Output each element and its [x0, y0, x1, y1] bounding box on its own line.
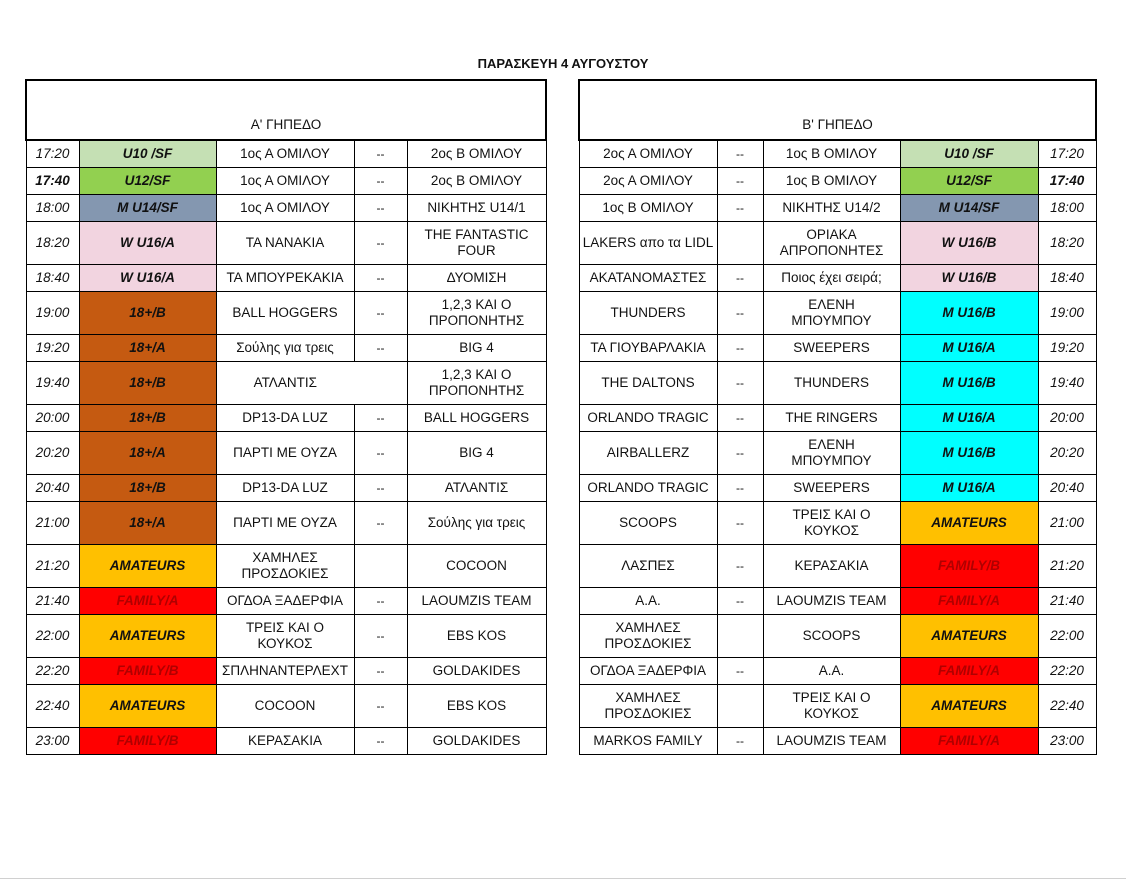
category-cell-b: AMATEURS [900, 502, 1038, 545]
schedule-row [26, 362, 1096, 405]
vs-cell-a: -- [354, 615, 407, 658]
vs-cell-a: -- [354, 405, 407, 432]
vs-cell-a: -- [354, 335, 407, 362]
category-cell-a: M U14/SF [79, 195, 216, 222]
team-b-home: ΧΑΜΗΛΕΣ ΠΡΟΣΔΟΚΙΕΣ [579, 685, 717, 728]
category-cell-a: 18+/A [79, 432, 216, 475]
category-cell-b: FAMILY/B [900, 545, 1038, 588]
vs-cell-b: -- [717, 292, 763, 335]
schedule-row [26, 195, 1096, 222]
team-b-away: Α.Α. [763, 658, 900, 685]
team-b-away: ΚΕΡΑΣΑΚΙΑ [763, 545, 900, 588]
column-gap [546, 502, 579, 545]
time-cell-b: 19:00 [1038, 292, 1096, 335]
column-gap [546, 265, 579, 292]
team-b-away: Ποιος έχει σειρά; [763, 265, 900, 292]
team-a-home: ΤΡΕΙΣ ΚΑΙ Ο ΚΟΥΚΟΣ [216, 615, 354, 658]
time-cell-a: 19:00 [26, 292, 79, 335]
time-cell-b: 19:20 [1038, 335, 1096, 362]
time-cell-a: 21:40 [26, 588, 79, 615]
category-cell-b: U10 /SF [900, 140, 1038, 168]
category-cell-a: AMATEURS [79, 545, 216, 588]
category-cell-a: AMATEURS [79, 685, 216, 728]
column-gap [546, 545, 579, 588]
category-cell-b: W U16/B [900, 265, 1038, 292]
team-b-away: SWEEPERS [763, 475, 900, 502]
time-cell-b: 18:00 [1038, 195, 1096, 222]
vs-cell-b: -- [717, 140, 763, 168]
team-b-home: LAKERS απο τα LIDL [579, 222, 717, 265]
time-cell-b: 23:00 [1038, 728, 1096, 755]
category-cell-b: M U16/A [900, 335, 1038, 362]
category-cell-b: FAMILY/A [900, 728, 1038, 755]
vs-cell-a [354, 362, 407, 405]
vs-cell-b [717, 615, 763, 658]
team-a-away: 1,2,3 ΚΑΙ Ο ΠΡΟΠΟΝΗΤΗΣ [407, 292, 546, 335]
column-gap [546, 362, 579, 405]
team-a-home: 1ος Α ΟΜΙΛΟΥ [216, 168, 354, 195]
category-cell-b: FAMILY/A [900, 658, 1038, 685]
team-b-away: ΕΛΕΝΗ ΜΠΟΥΜΠΟΥ [763, 432, 900, 475]
time-cell-b: 20:40 [1038, 475, 1096, 502]
vs-cell-b: -- [717, 475, 763, 502]
vs-cell-b: -- [717, 335, 763, 362]
column-gap [546, 475, 579, 502]
team-a-home: BALL HOGGERS [216, 292, 354, 335]
time-cell-b: 21:40 [1038, 588, 1096, 615]
team-b-home: ΛΑΣΠΕΣ [579, 545, 717, 588]
column-gap [546, 658, 579, 685]
time-cell-b: 21:00 [1038, 502, 1096, 545]
team-b-away: SCOOPS [763, 615, 900, 658]
vs-cell-a: -- [354, 728, 407, 755]
vs-cell-b: -- [717, 195, 763, 222]
column-gap [546, 405, 579, 432]
team-b-away: LAOUMZIS TEAM [763, 728, 900, 755]
vs-cell-b: -- [717, 432, 763, 475]
category-cell-b: M U16/B [900, 432, 1038, 475]
time-cell-a: 23:00 [26, 728, 79, 755]
team-b-away: ΤΡΕΙΣ ΚΑΙ Ο ΚΟΥΚΟΣ [763, 685, 900, 728]
team-b-home: ΤΑ ΓΙΟΥΒΑΡΛΑΚΙΑ [579, 335, 717, 362]
vs-cell-b: -- [717, 502, 763, 545]
team-b-home: ORLANDO TRAGIC [579, 405, 717, 432]
team-b-away: THE RINGERS [763, 405, 900, 432]
header-row [26, 80, 1096, 140]
vs-cell-a: -- [354, 292, 407, 335]
schedule-row [26, 292, 1096, 335]
time-cell-a: 19:20 [26, 335, 79, 362]
team-a-away: EBS KOS [407, 615, 546, 658]
time-cell-b: 21:20 [1038, 545, 1096, 588]
team-a-away: 2ος Β ΟΜΙΛΟΥ [407, 168, 546, 195]
schedule-row [26, 728, 1096, 755]
vs-cell-a: -- [354, 658, 407, 685]
team-b-home: ΑΚΑΤΑΝΟΜΑΣΤΕΣ [579, 265, 717, 292]
column-gap [546, 140, 579, 168]
team-b-home: 2ος Α ΟΜΙΛΟΥ [579, 140, 717, 168]
team-a-home: ΟΓΔΟΑ ΞΑΔΕΡΦΙΑ [216, 588, 354, 615]
time-cell-b: 22:40 [1038, 685, 1096, 728]
category-cell-a: W U16/A [79, 222, 216, 265]
team-a-away: GOLDAKIDES [407, 658, 546, 685]
category-cell-a: 18+/B [79, 292, 216, 335]
vs-cell-a: -- [354, 265, 407, 292]
vs-cell-a: -- [354, 195, 407, 222]
team-a-home: Σούλης για τρεις [216, 335, 354, 362]
time-cell-a: 21:00 [26, 502, 79, 545]
time-cell-a: 19:40 [26, 362, 79, 405]
team-b-away: SWEEPERS [763, 335, 900, 362]
team-b-away: 1ος Β ΟΜΙΛΟΥ [763, 168, 900, 195]
team-b-away: LAOUMZIS TEAM [763, 588, 900, 615]
team-a-away: BIG 4 [407, 335, 546, 362]
schedule-row [26, 658, 1096, 685]
team-a-away: LAOUMZIS TEAM [407, 588, 546, 615]
vs-cell-b: -- [717, 728, 763, 755]
team-a-away: BIG 4 [407, 432, 546, 475]
column-gap [546, 615, 579, 658]
team-a-away: COCOON [407, 545, 546, 588]
time-cell-b: 17:40 [1038, 168, 1096, 195]
vs-cell-a: -- [354, 475, 407, 502]
vs-cell-b: -- [717, 545, 763, 588]
category-cell-b: M U14/SF [900, 195, 1038, 222]
category-cell-a: U10 /SF [79, 140, 216, 168]
team-a-away: 1,2,3 ΚΑΙ Ο ΠΡΟΠΟΝΗΤΗΣ [407, 362, 546, 405]
page-title: ΠΑΡΑΣΚΕΥΗ 4 ΑΥΓΟΥΣΤΟΥ [477, 56, 649, 71]
category-cell-b: M U16/B [900, 362, 1038, 405]
team-a-home: ΑΤΛΑΝΤΙΣ [216, 362, 354, 405]
schedule-table [25, 79, 1097, 755]
category-cell-a: W U16/A [79, 265, 216, 292]
team-a-away: 2ος Β ΟΜΙΛΟΥ [407, 140, 546, 168]
team-b-home: AIRBALLERZ [579, 432, 717, 475]
category-cell-b: M U16/A [900, 405, 1038, 432]
category-cell-a: 18+/B [79, 405, 216, 432]
team-a-away: Σούλης για τρεις [407, 502, 546, 545]
time-cell-a: 17:20 [26, 140, 79, 168]
vs-cell-a: -- [354, 140, 407, 168]
schedule-row [26, 405, 1096, 432]
vs-cell-b: -- [717, 168, 763, 195]
column-gap [546, 685, 579, 728]
vs-cell-b: -- [717, 405, 763, 432]
category-cell-a: FAMILY/A [79, 588, 216, 615]
schedule-row [26, 432, 1096, 475]
time-cell-a: 18:20 [26, 222, 79, 265]
schedule-row [26, 222, 1096, 265]
team-b-home: ORLANDO TRAGIC [579, 475, 717, 502]
time-cell-b: 18:40 [1038, 265, 1096, 292]
column-gap [546, 168, 579, 195]
schedule-row [26, 588, 1096, 615]
schedule-row [26, 685, 1096, 728]
category-cell-a: 18+/A [79, 335, 216, 362]
team-b-home: Α.Α. [579, 588, 717, 615]
team-a-away: ΔΥΟΜΙΣΗ [407, 265, 546, 292]
team-b-away: ΕΛΕΝΗ ΜΠΟΥΜΠΟΥ [763, 292, 900, 335]
column-gap [546, 292, 579, 335]
time-cell-b: 19:40 [1038, 362, 1096, 405]
team-a-home: 1ος Α ΟΜΙΛΟΥ [216, 195, 354, 222]
team-b-away: 1ος Β ΟΜΙΛΟΥ [763, 140, 900, 168]
category-cell-b: AMATEURS [900, 615, 1038, 658]
category-cell-a: FAMILY/B [79, 658, 216, 685]
team-a-home: DP13-DA LUZ [216, 405, 354, 432]
category-cell-b: W U16/B [900, 222, 1038, 265]
team-b-away: ΝΙΚΗΤΗΣ U14/2 [763, 195, 900, 222]
vs-cell-b: -- [717, 265, 763, 292]
category-cell-a: U12/SF [79, 168, 216, 195]
team-a-home: COCOON [216, 685, 354, 728]
time-cell-a: 18:40 [26, 265, 79, 292]
schedule-row [26, 335, 1096, 362]
category-cell-a: FAMILY/B [79, 728, 216, 755]
team-a-away: BALL HOGGERS [407, 405, 546, 432]
vs-cell-b: -- [717, 588, 763, 615]
category-cell-a: 18+/B [79, 475, 216, 502]
vs-cell-b [717, 222, 763, 265]
schedule-row [26, 545, 1096, 588]
vs-cell-a: -- [354, 685, 407, 728]
vs-cell-a: -- [354, 222, 407, 265]
vs-cell-b [717, 685, 763, 728]
time-cell-a: 22:00 [26, 615, 79, 658]
team-a-home: ΤΑ ΝΑΝΑΚΙΑ [216, 222, 354, 265]
team-b-away: ΤΡΕΙΣ ΚΑΙ Ο ΚΟΥΚΟΣ [763, 502, 900, 545]
schedule-row [26, 265, 1096, 292]
vs-cell-a: -- [354, 432, 407, 475]
vs-cell-a: -- [354, 502, 407, 545]
category-cell-b: M U16/A [900, 475, 1038, 502]
category-cell-b: FAMILY/A [900, 588, 1038, 615]
team-a-home: ΧΑΜΗΛΕΣ ΠΡΟΣΔΟΚΙΕΣ [216, 545, 354, 588]
team-a-home: ΣΠΛΗΝΑΝΤΕΡΛΕΧΤ [216, 658, 354, 685]
vs-cell-b: -- [717, 658, 763, 685]
vs-cell-a [354, 545, 407, 588]
team-b-home: THE DALTONS [579, 362, 717, 405]
team-b-home: ΟΓΔΟΑ ΞΑΔΕΡΦΙΑ [579, 658, 717, 685]
team-a-home: ΠΑΡΤΙ ΜΕ ΟΥΖΑ [216, 432, 354, 475]
category-cell-b: AMATEURS [900, 685, 1038, 728]
team-b-away: ΟΡΙΑΚΑ ΑΠΡΟΠΟΝΗΤΕΣ [763, 222, 900, 265]
category-cell-b: M U16/B [900, 292, 1038, 335]
court-b-header: Β' ΓΗΠΕΔΟ [579, 80, 1096, 140]
team-b-home: ΧΑΜΗΛΕΣ ΠΡΟΣΔΟΚΙΕΣ [579, 615, 717, 658]
team-a-away: EBS KOS [407, 685, 546, 728]
schedule-row [26, 502, 1096, 545]
team-b-home: SCOOPS [579, 502, 717, 545]
schedule-row [26, 168, 1096, 195]
time-cell-b: 22:00 [1038, 615, 1096, 658]
category-cell-a: AMATEURS [79, 615, 216, 658]
time-cell-a: 21:20 [26, 545, 79, 588]
team-a-home: ΠΑΡΤΙ ΜΕ ΟΥΖΑ [216, 502, 354, 545]
time-cell-b: 17:20 [1038, 140, 1096, 168]
category-cell-a: 18+/B [79, 362, 216, 405]
category-cell-a: 18+/A [79, 502, 216, 545]
time-cell-a: 18:00 [26, 195, 79, 222]
time-cell-a: 20:20 [26, 432, 79, 475]
time-cell-b: 18:20 [1038, 222, 1096, 265]
column-gap [546, 222, 579, 265]
time-cell-a: 20:40 [26, 475, 79, 502]
column-gap [546, 80, 579, 140]
time-cell-b: 20:20 [1038, 432, 1096, 475]
time-cell-b: 22:20 [1038, 658, 1096, 685]
vs-cell-b: -- [717, 362, 763, 405]
time-cell-a: 22:20 [26, 658, 79, 685]
bottom-divider [0, 878, 1126, 879]
team-b-home: THUNDERS [579, 292, 717, 335]
column-gap [546, 195, 579, 222]
column-gap [546, 588, 579, 615]
time-cell-a: 20:00 [26, 405, 79, 432]
team-a-away: ΝΙΚΗΤΗΣ U14/1 [407, 195, 546, 222]
team-a-away: ΑΤΛΑΝΤΙΣ [407, 475, 546, 502]
team-a-home: DP13-DA LUZ [216, 475, 354, 502]
team-b-away: THUNDERS [763, 362, 900, 405]
column-gap [546, 728, 579, 755]
column-gap [546, 432, 579, 475]
team-a-home: ΤΑ ΜΠΟΥΡΕΚΑΚΙΑ [216, 265, 354, 292]
time-cell-a: 22:40 [26, 685, 79, 728]
time-cell-b: 20:00 [1038, 405, 1096, 432]
column-gap [546, 335, 579, 362]
team-a-away: THE FANTASTIC FOUR [407, 222, 546, 265]
time-cell-a: 17:40 [26, 168, 79, 195]
team-b-home: MARKOS FAMILY [579, 728, 717, 755]
team-a-home: ΚΕΡΑΣΑΚΙΑ [216, 728, 354, 755]
court-a-header: Α' ΓΗΠΕΔΟ [26, 80, 546, 140]
schedule-row [26, 615, 1096, 658]
team-b-home: 2ος Α ΟΜΙΛΟΥ [579, 168, 717, 195]
team-b-home: 1ος Β ΟΜΙΛΟΥ [579, 195, 717, 222]
team-a-home: 1ος Α ΟΜΙΛΟΥ [216, 140, 354, 168]
vs-cell-a: -- [354, 588, 407, 615]
schedule-row [26, 140, 1096, 168]
vs-cell-a: -- [354, 168, 407, 195]
category-cell-b: U12/SF [900, 168, 1038, 195]
schedule-row [26, 475, 1096, 502]
team-a-away: GOLDAKIDES [407, 728, 546, 755]
